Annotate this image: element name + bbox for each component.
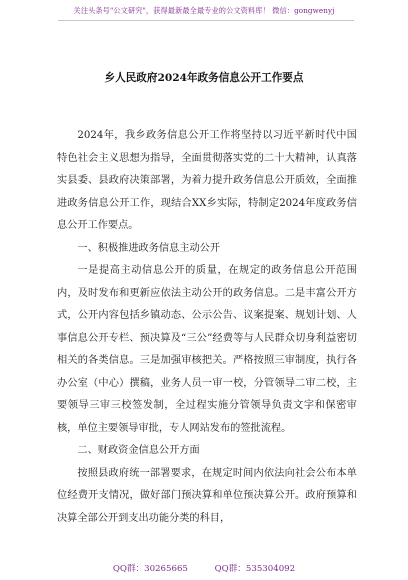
section-2-paragraph: 按照县政府统一部署要求，在规定时间内依法向社会公布本单位经费开支情况，做好部门预决算和单位预决算公开。政府预算和决算全部公开到支出功能分类的科目， (57, 467, 357, 524)
footer-contact (0, 562, 408, 574)
section-2-heading: 二、财政资金信息公开方面 (77, 445, 200, 456)
section-1-heading: 一、积极推进政务信息主动公开 (77, 242, 221, 254)
header-divider (58, 20, 354, 21)
document-title: 乡人民政府2024年政务信息公开工作要点 (104, 72, 304, 84)
header-promo-text: 关注头条号"公文研究"，获得最新最全最专业的公文资料库！ 微信：gongwenyj (73, 6, 335, 15)
intro-paragraph: 2024年，我乡政务信息公开工作将坚持以习近平新时代中国特色社会主义思想为指导，全面贯彻落实党的二十大精神，认真落实县委、县政府决策部署，为着力提升政务信息公开质效，全面推进政务信息公开工作，现结合XX乡实际，特制定2024年度政务信息公开工作要点。 (57, 130, 357, 231)
section-1-paragraph: 一是提高主动信息公开的质量，在规定的政务信息公开范围内，及时发布和更新应依法主动公开的政务信息。二是丰富公开方式，公开内容包括乡镇动态、公示公告、议案提案、规划计划、人事信息公开专栏、预决算及“三公”经费等与人民群众切身利益密切相关的各类信息。三是加强审核把关。严格按照三审制度，执行各办公室（中心）撰稿，业务人员一审一校，分管领导二审二校，主要领导三审三校签发制，全过程实施分管领导负责文字和保密审核，单位主要领导审批，专人网站发布的签批流程。 (57, 265, 357, 434)
document-body (57, 125, 357, 530)
footer-qq-group-1: QQ群：30265665 (112, 564, 188, 574)
footer-qq-group-2: QQ群：535304092 (214, 564, 296, 574)
